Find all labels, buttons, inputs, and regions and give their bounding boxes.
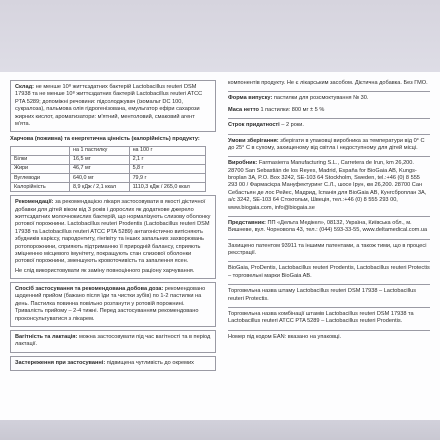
recommendations-text: за рекомендацією лікаря застосовувати в якості дієтичної добавки для дітей віком від 3 років і дорослих як додаткове джерело життєздатних молочнокислих бактерій, що нормалізують слизову оболонку ротової порожнини. Lactobacillus reuteri Prodentis (Lactobacillus reuteri DSM 17938 та Lactobacillus reuteri ATCC PTA 5289) антагоністично витісняють збудників карієсу, пародонтиту, гінгівіту та інших запальних захворювань ротопорожнини, сприяють підтриманню її природній балансу, сприяють зміцненню місцевого імунітету, покращують стан слизової оболонки ротової порожнини, зменшують кровоточивість та запалення ясен. <box>15 199 211 265</box>
table-row <box>11 174 206 183</box>
trademarks-note: BioGaia, ProDentis, Lactobacillus reuteri Prodentis, Lactobacillus reuteri Protectis – торговельні марки BioGaia AB. <box>228 265 430 279</box>
divider <box>228 134 430 135</box>
net-mass-label: Маса нетто <box>228 106 259 113</box>
table-header-cell <box>11 146 70 155</box>
representative-text: ПП «Дельта Медікел», 08132, Україна, Київська обл., м. Вишневе, вул. Чорновола 43, тел.: (044) 593-33-55, www.deltamedical.com.ua <box>228 219 428 234</box>
nutrition-table <box>10 146 206 193</box>
shelf-life-text: – 2 роки. <box>281 122 304 129</box>
release-form-label: Форма випуску: <box>228 95 273 102</box>
manufacturer-text: Farmasierra Manufacturing S.L., Carretera de Irun, km 26,200. 28700 San Sebastián de los Reyes, Madrid, Espaňa for BioGaia AB, Kungs-broplan 3A, P.O. Box 3242, SE-103 64 Stockholm, Sweden, tel.:+46 (0) 8 555 293 00 / Фармасієра Мануфектуринг С.Л., шосе Ірун, км 26,200. 28700 Сан Себастьян де лос Рейес, Мадрид, Іспанія для BioGaia AB, Кунгсброплан 3A, а/с 3242, SE-103 64 Стокгольм, Швеція, тел.:+46 (0) 8 555 293 00, www.biogaia.com, info@biogaia.se <box>228 160 427 211</box>
table-cell: 5,8 г <box>129 164 205 173</box>
table-cell: 46,7 мг <box>70 164 130 173</box>
warnings-text: підвищена чутливість до окремих <box>106 359 194 366</box>
patent-note: Захищено патентом 93911 та іншими патентами, а також тими, що в процесі реєстрації. <box>228 242 427 256</box>
composition-text: не менше 10⁸ життєздатних бактерій Lactobacillus reuteri DSM 17938 та не менше 10⁸ життєздатних бактерій Lactobacillus reuteri ATCC PTA 5289; допоміжні речовини: підсолоджувач (ізомальт DC 100, сукралоза), пальмова олія гідрогенізована, емульгатор ефіри сахарози жирних кислот, ароматизатори: м'ятний, ментоловий, смаковий агент м'ята. <box>15 84 203 127</box>
label-sheet <box>0 72 440 420</box>
table-cell: 2,1 г <box>129 155 205 164</box>
usage-text: рекомендовано щоденний прийом (бажано після їди та чистки зубів) по 1-2 пастилки на день. Пастилка повинна повільно розтанути у ротовій порожнині. Тривалість прийому – 2-4 тижні. Перед застосуванням рекомендовано проконсультуватися з лікарем. <box>15 286 206 322</box>
manufacturer-label: Виробник: <box>228 160 258 167</box>
divider <box>228 216 430 217</box>
warnings-label: Застереження при застосуванні: <box>15 359 106 366</box>
net-mass-text: 1 пастилки: 800 мг ± 5 % <box>260 106 325 113</box>
divider <box>228 284 430 285</box>
box-top-edge <box>0 0 440 72</box>
storage-conditions <box>228 138 430 153</box>
table-header-cell: на 100 г <box>129 146 205 155</box>
strain-trademark-note: Торговельна назва штаму Lactobacillus reuteri DSM 17938 – Lactobacillus reuteri Protectis. <box>228 288 417 302</box>
shelf-life-label: Строк придатності <box>228 122 280 129</box>
right-column <box>228 80 430 345</box>
storage-label: Умови зберігання: <box>228 137 279 144</box>
table-cell: Калорійність <box>11 183 70 192</box>
release-form <box>228 95 430 102</box>
table-cell: 8,9 кДж / 2,1 ккал <box>70 183 130 192</box>
table-header-cell: на 1 пастилку <box>70 146 130 155</box>
usage-section <box>10 282 216 327</box>
shelf-life <box>228 122 430 129</box>
manufacturer <box>228 160 430 212</box>
nutrition-title: Харчова (поживна) та енергетична цінність (калорійність) продукту: <box>10 136 200 143</box>
table-row <box>11 155 206 164</box>
composition-section <box>10 80 216 132</box>
divider <box>228 91 430 92</box>
divider <box>228 330 430 331</box>
table-cell: Вуглеводи <box>11 174 70 183</box>
divider <box>228 239 430 240</box>
table-cell: 640,0 мг <box>70 174 130 183</box>
combination-trademark-note: Торговельна назва комбінації штамів Lactobacillus reuteri DSM 17938 та Lactobacillus reuteri ATCC PTA 5289 – Lactobacillus reuteri Prodentis. <box>228 310 414 325</box>
table-row <box>11 183 206 192</box>
pregnancy-text: можна застосовувати під час вагітності та в період лактації. <box>15 333 211 348</box>
warnings-continued: компонентів продукту. Не є лікарським засобом. Дієтична добавка. Без ГМО. <box>228 80 428 86</box>
pregnancy-section <box>10 330 216 353</box>
box-bottom-edge <box>0 420 440 440</box>
table-cell: 16,5 мг <box>70 155 130 164</box>
table-cell: Білки <box>11 155 70 164</box>
divider <box>228 156 430 157</box>
divider <box>228 307 430 308</box>
warnings-section <box>10 356 216 371</box>
table-row <box>11 164 206 173</box>
table-cell: 79,9 г <box>129 174 205 183</box>
pregnancy-label: Вагітність та лактація: <box>15 333 78 340</box>
representative-label: Представник: <box>228 219 266 226</box>
usage-label: Спосіб застосування та рекомендована добова доза: <box>15 286 164 292</box>
recommendations-label: Рекомендації: <box>15 199 54 206</box>
storage-text: зберігати в упаковці виробника за температури від 0° С до 25° С в сухому, захищеному від світла і недоступному для дітей місці. <box>228 137 425 151</box>
recommendations-note: Не слід використовувати як заміну повноцінного раціону харчування. <box>15 267 195 274</box>
table-header-row <box>11 146 206 155</box>
composition-label: Склад: <box>15 84 34 90</box>
left-column <box>10 80 216 374</box>
table-cell: Жири <box>11 164 70 173</box>
table-cell: 1110,3 кДж / 265,0 ккал <box>129 183 205 192</box>
ean-note: Номер під кодом EAN: вказано на упаковці. <box>228 333 342 340</box>
net-mass <box>228 107 430 114</box>
representative <box>228 220 430 235</box>
recommendations-section <box>10 195 216 279</box>
divider <box>228 261 430 262</box>
divider <box>228 118 430 119</box>
release-form-text: пастилки для розсмоктування № 30. <box>273 95 369 102</box>
